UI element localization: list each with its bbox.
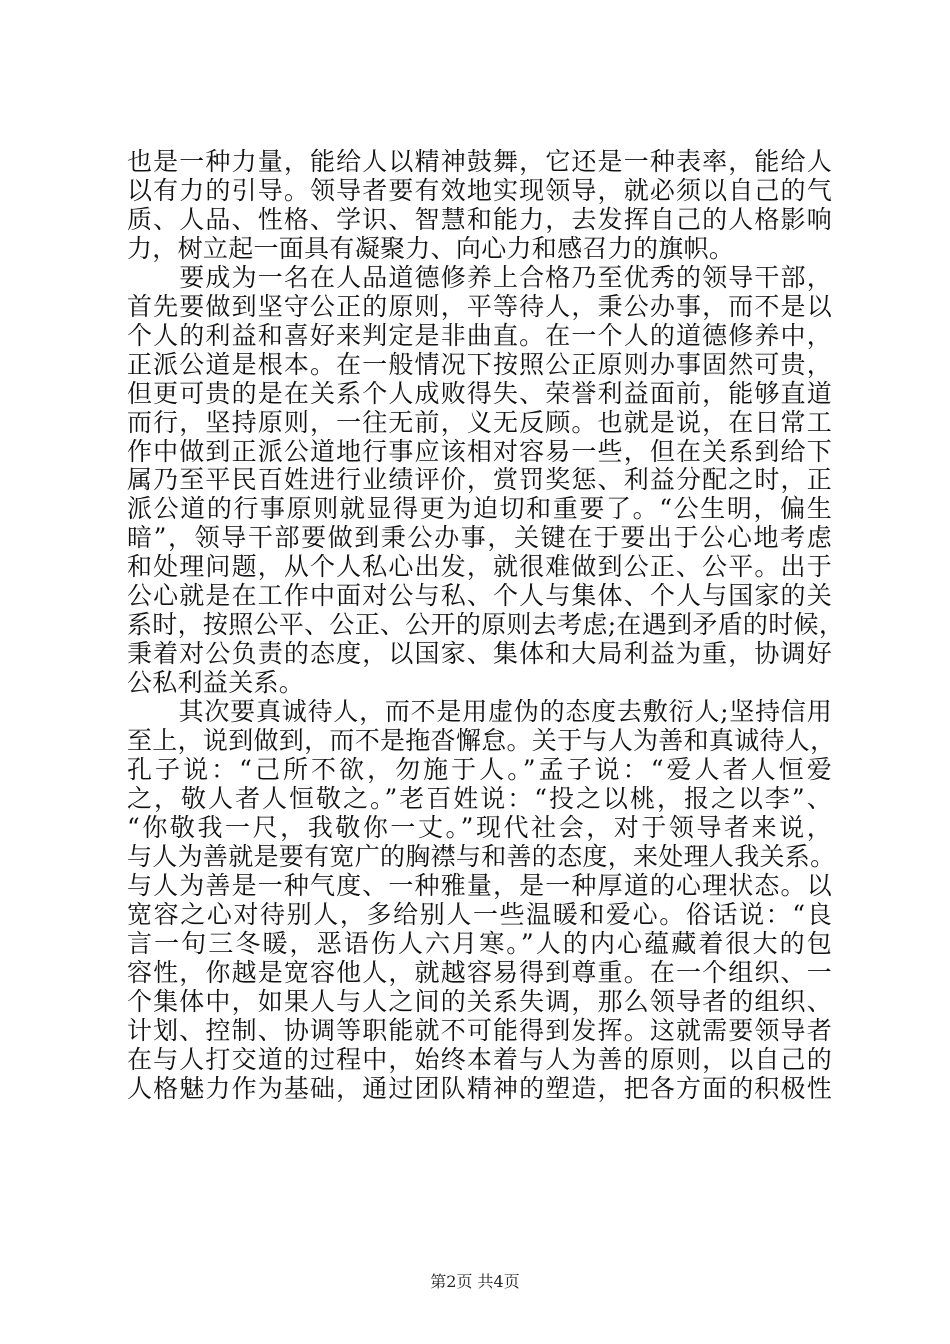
text-line: 个人的利益和喜好来判定是非曲直。在一个人的道德修养中， bbox=[127, 320, 832, 350]
text-line: 个集体中，如果人与人之间的关系失调，那么领导者的组织、 bbox=[127, 986, 832, 1016]
text-line: 属乃至平民百姓进行业绩评价，赏罚奖惩、利益分配之时，正 bbox=[127, 465, 832, 495]
text-line: 与人为善是一种气度、一种雅量，是一种厚道的心理状态。以 bbox=[127, 870, 832, 900]
text-line: 力，树立起一面具有凝聚力、向心力和感召力的旗帜。 bbox=[127, 233, 735, 263]
text-line: “你敬我一尺，我敬你一丈。”现代社会，对于领导者来说， bbox=[127, 812, 832, 842]
text-line: 作中做到正派公道地行事应该相对容易一些，但在关系到给下 bbox=[127, 436, 832, 466]
text-line: 公心就是在工作中面对公与私、个人与集体、个人与国家的关 bbox=[127, 581, 832, 611]
text-line: 正派公道是根本。在一般情况下按照公正原则办事固然可贵， bbox=[127, 349, 832, 379]
text-line: 要成为一名在人品道德修养上合格乃至优秀的领导干部， bbox=[127, 262, 832, 292]
text-line: 系时，按照公平、公正、公开的原则去考虑;在遇到矛盾的时候， bbox=[127, 610, 845, 640]
text-line: 秉着对公负责的态度，以国家、集体和大局利益为重，协调好 bbox=[127, 639, 832, 669]
text-line: 公私利益关系。 bbox=[127, 668, 305, 698]
text-line: 其次要真诚待人，而不是用虚伪的态度去敷衍人;坚持信用 bbox=[127, 697, 832, 727]
document-body bbox=[127, 147, 845, 1103]
text-line: 与人为善就是要有宽广的胸襟与和善的态度，来处理人我关系。 bbox=[127, 841, 836, 871]
text-line: 首先要做到坚守公正的原则，平等待人，秉公办事，而不是以 bbox=[127, 291, 832, 321]
text-line: 计划、控制、协调等职能就不可能得到发挥。这就需要领导者 bbox=[127, 1015, 832, 1045]
text-line: 以有力的引导。领导者要有效地实现领导，就必须以自己的气 bbox=[127, 175, 832, 205]
page-footer: 第2页 共4页 bbox=[430, 1272, 520, 1291]
text-line: 孔子说：“己所不欲，勿施于人。”孟子说：“爱人者人恒爱 bbox=[127, 755, 832, 785]
text-line: 容性，你越是宽容他人，就越容易得到尊重。在一个组织、一 bbox=[127, 957, 832, 987]
text-line: 派公道的行事原则就显得更为迫切和重要了。“公生明，偏生 bbox=[127, 494, 832, 524]
text-line: 暗”，领导干部要做到秉公办事，关键在于要出于公心地考虑 bbox=[127, 523, 832, 553]
text-line: 在与人打交道的过程中，始终本着与人为善的原则，以自己的 bbox=[127, 1044, 832, 1074]
text-line: 至上，说到做到，而不是拖沓懈怠。关于与人为善和真诚待人， bbox=[127, 726, 836, 756]
text-line: 人格魅力作为基础，通过团队精神的塑造，把各方面的积极性 bbox=[127, 1073, 832, 1103]
text-line: 言一句三冬暖，恶语伤人六月寒。”人的内心蕴藏着很大的包 bbox=[127, 928, 832, 958]
text-line: 但更可贵的是在关系个人成败得失、荣誉利益面前，能够直道 bbox=[127, 378, 832, 408]
text-line: 而行，坚持原则，一往无前，义无反顾。也就是说，在日常工 bbox=[127, 407, 832, 437]
text-line: 也是一种力量，能给人以精神鼓舞，它还是一种表率，能给人 bbox=[127, 147, 832, 176]
text-line: 和处理问题，从个人私心出发，就很难做到公正、公平。出于 bbox=[127, 552, 832, 582]
text-line: 质、人品、性格、学识、智慧和能力，去发挥自己的人格影响 bbox=[127, 204, 832, 234]
text-line: 宽容之心对待别人，多给别人一些温暖和爱心。俗话说：“良 bbox=[127, 899, 832, 929]
text-line: 之，敬人者人恒敬之。”老百姓说：“投之以桃，报之以李”、 bbox=[127, 783, 832, 813]
